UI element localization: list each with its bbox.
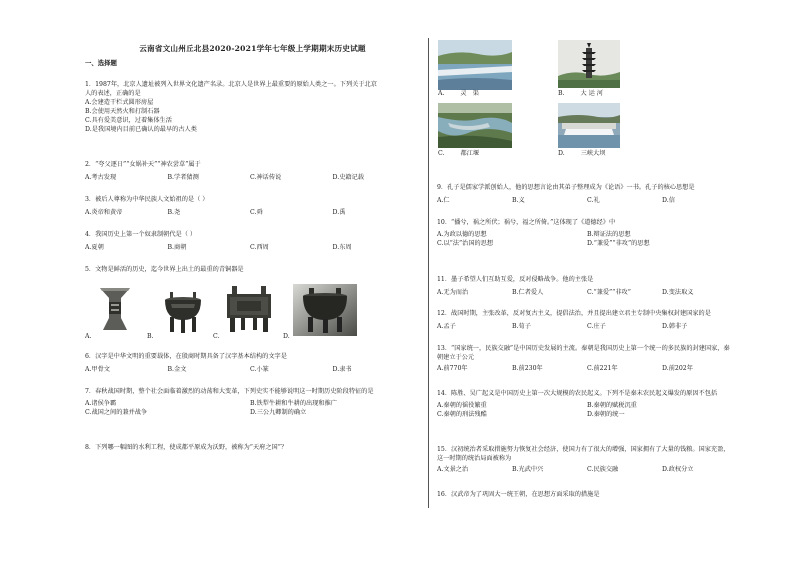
option-a[interactable]: A.孟子 <box>437 322 456 330</box>
option-c: C. <box>213 333 220 341</box>
question-stem-line: 16．汉武帝为了巩固大一统王朝，在思想方面采取的措施是 <box>437 491 600 498</box>
option-b[interactable]: B.会使用天然火和打制石器 <box>85 107 160 115</box>
option-c[interactable]: C.战国之间的兼并战争 <box>85 408 148 416</box>
option-d[interactable]: D.变法取义 <box>662 288 694 296</box>
question-stem-line: 9．孔子是儒家学派创始人，他的思想言论由其弟子整理成为《论语》一书。孔子的核心思想是 <box>437 184 695 191</box>
question-10 <box>437 219 737 249</box>
question-3 <box>85 196 415 218</box>
options-row <box>85 244 415 253</box>
options-row <box>437 197 737 206</box>
options-grid <box>437 231 737 249</box>
option-c[interactable]: C.神话传说 <box>250 173 282 181</box>
question-9 <box>437 184 737 206</box>
option-d[interactable]: D.东周 <box>332 243 352 251</box>
dam-photo-icon <box>558 103 620 148</box>
page-title: 云南省文山州丘北县2020-2021学年七年级上学期期末历史试题 <box>139 44 366 53</box>
option-c[interactable]: C.舜 <box>250 208 263 216</box>
question-stem-line: 11．墨子希望人们互助互爱，反对侵略战争。他的主张是 <box>437 276 594 283</box>
options-row <box>437 466 737 475</box>
option-c[interactable]: C.“兼爱”“非攻” <box>587 288 631 296</box>
option-b[interactable]: B.仁者爱人 <box>512 288 544 296</box>
column-divider <box>428 38 429 508</box>
canal-photo-icon <box>438 40 512 90</box>
question-16 <box>437 491 737 500</box>
pagoda-photo-icon <box>558 40 620 88</box>
option-c[interactable]: C.以“法”治国的思想 <box>437 239 494 247</box>
options-grid <box>85 400 415 418</box>
option-a[interactable]: A.为政以德的思想 <box>437 230 487 238</box>
option-b[interactable]: B.学者猜测 <box>167 173 199 181</box>
right-column <box>432 0 732 562</box>
bronze-goblet-icon <box>97 284 133 334</box>
question-6 <box>85 353 415 375</box>
photo-label-c: C. 都江堰 <box>438 150 480 157</box>
option-b[interactable]: B.尧 <box>167 208 181 216</box>
question-stem-line: 15．汉初统治者采取措施努力恢复社会经济，使国力有了很大的增强，国家拥有了大量的钱粮。国家充盈， <box>437 446 730 453</box>
option-a[interactable]: A.会建造干栏式圆形房屋 <box>85 98 154 106</box>
square-cauldron-icon <box>223 286 275 336</box>
photo-dujiangyan[interactable] <box>438 103 512 148</box>
options-row <box>85 366 415 375</box>
option-b: B. <box>147 333 154 341</box>
option-c[interactable]: C.小篆 <box>250 365 269 373</box>
question-stem-line: 13．“国家统一，民族交融”是中国历史发展的主流。秦朝是我国历史上第一个统一的多民族的封建国家，秦 <box>437 345 730 352</box>
option-b-image[interactable] <box>147 284 211 342</box>
option-d[interactable]: D.韩非子 <box>662 322 688 330</box>
option-b[interactable]: B.义 <box>512 196 525 204</box>
option-d: D. <box>283 333 290 341</box>
photo-label-a: A. 灵 渠 <box>438 90 479 97</box>
question-7 <box>85 388 415 418</box>
photo-label-b: B. 大 运 河 <box>558 90 603 97</box>
option-d[interactable]: D.前202年 <box>662 364 693 372</box>
option-a-image[interactable] <box>85 284 145 342</box>
options-row <box>437 365 737 374</box>
question-stem-line: 人的表述，正确的是 <box>85 89 141 97</box>
option-a[interactable]: A.炎帝和黄帝 <box>85 208 123 216</box>
question-8 <box>85 444 415 453</box>
option-a[interactable]: A.秦朝的徭役繁重 <box>437 401 487 409</box>
question-2 <box>85 161 415 183</box>
option-d[interactable]: D.秦朝的统一 <box>587 410 625 418</box>
round-cauldron-icon <box>161 290 205 334</box>
option-a[interactable]: A.诸侯争霸 <box>85 399 117 407</box>
photo-label-d: D. 三峡大坝 <box>558 150 606 157</box>
option-b[interactable]: B.光武中兴 <box>512 465 544 473</box>
option-b[interactable]: B.秦朝的赋税沉重 <box>587 401 637 409</box>
option-c[interactable]: C.民族交融 <box>587 465 619 473</box>
options-grid <box>437 402 737 420</box>
options-row <box>437 323 737 332</box>
question-12 <box>437 310 737 332</box>
option-d[interactable]: D.史籍记载 <box>332 173 364 181</box>
option-c[interactable]: C.庄子 <box>587 322 606 330</box>
photo-lingqu[interactable] <box>438 40 512 90</box>
option-c[interactable]: C.前221年 <box>587 364 618 372</box>
option-d[interactable]: D.“兼爱”“非攻”的思想 <box>587 239 650 247</box>
photo-three-gorges[interactable] <box>558 103 620 148</box>
option-d[interactable]: D.政权分立 <box>662 465 694 473</box>
section-heading: 一、选择题 <box>85 59 117 67</box>
options-row <box>437 289 737 298</box>
option-c[interactable]: C.西周 <box>250 243 269 251</box>
question-stem-line: 4．我国历史上第一个奴隶制朝代是（ ） <box>85 231 197 238</box>
option-b[interactable]: B.金文 <box>167 365 187 373</box>
question-stem-line: 2．“夸父逐日”“女娲补天”“神农尝草”属于 <box>85 161 201 168</box>
option-c[interactable]: C.礼 <box>587 196 600 204</box>
option-a[interactable]: A.无为而治 <box>437 288 469 296</box>
option-c[interactable]: C.秦朝的刑法残酷 <box>437 410 487 418</box>
option-d[interactable]: D.信 <box>662 196 675 204</box>
question-5 <box>85 266 415 275</box>
option-c-image[interactable] <box>213 284 281 342</box>
option-a[interactable]: A.文景之治 <box>437 465 469 473</box>
question-stem-line: 12．战国时期，主张改革，反对复古主义，提倡法治，并且提出建立君主专制中央集权封建国家的是 <box>437 310 711 317</box>
question-1 <box>85 81 415 135</box>
option-a[interactable]: A.考古发现 <box>85 173 117 181</box>
option-b[interactable]: B.商朝 <box>167 243 187 251</box>
question-stem-line: 14．陈胜、吴广起义是中国历史上第一次大规模的农民起义。下列不是秦末农民起义爆发的原因不包括 <box>437 390 718 397</box>
option-d[interactable]: D.是我国境内目前已确认的最早的古人类 <box>85 125 197 133</box>
option-c[interactable]: C.具有爱美意识，过着集体生活 <box>85 116 172 124</box>
option-a[interactable]: A.甲骨文 <box>85 365 110 373</box>
option-d-image[interactable] <box>283 284 363 342</box>
option-a[interactable]: A.夏朝 <box>85 243 104 251</box>
question-stem-line: 朝建立于公元 <box>437 353 475 361</box>
bronze-vessel-options <box>85 284 420 342</box>
option-d[interactable]: D.隶书 <box>332 365 352 373</box>
option-a[interactable]: A.仁 <box>437 196 450 204</box>
option-d[interactable]: D.禹 <box>332 208 346 216</box>
option-a: A. <box>85 333 92 341</box>
question-stem-line: 这一时期的统治局面被称为 <box>437 454 512 462</box>
question-stem-line: 8．下列哪一幅图的水利工程，使成都平原成为沃野，被称为“天府之国”？ <box>85 444 288 451</box>
question-stem-line: 3．被后人尊称为中华民族人文始祖的是（ ） <box>85 196 209 203</box>
question-15 <box>437 446 737 475</box>
question-stem-line: 1．1987年，北京人遗址被列入世界文化遗产名录。北京人是世界上最重要的原始人类之一。下列关于北京 <box>85 81 377 88</box>
large-ding-icon <box>293 284 357 336</box>
question-11 <box>437 276 737 298</box>
options-row <box>85 209 415 218</box>
left-column <box>85 0 420 562</box>
options-row <box>85 174 415 183</box>
question-stem-line: 10．“播兮，祸之所伏；祸兮，福之所倚。”这体现了《道德经》中 <box>437 219 616 226</box>
question-14 <box>437 390 737 420</box>
option-b[interactable]: B.前230年 <box>512 364 543 372</box>
question-stem-line: 6．汉字是中华文明的重要载体，在殷商时期具备了汉字基本结构的文字是 <box>85 353 287 360</box>
dujiangyan-photo-icon <box>438 103 512 148</box>
photo-grand-canal[interactable] <box>558 40 620 88</box>
question-4 <box>85 231 415 253</box>
option-b[interactable]: B.铁犁牛耕和牛耕的出现和推广 <box>250 399 337 407</box>
option-b[interactable]: B.荀子 <box>512 322 531 330</box>
option-b[interactable]: B.辩证法的思想 <box>587 230 631 238</box>
question-stem-line: 7．春秋战国时期，整个社会面临着激烈的动荡和大变革，下列史实不能够说明这一时期历史阶段特征的是 <box>85 388 374 395</box>
option-a[interactable]: A.前770年 <box>437 364 468 372</box>
question-stem-line: 5．文物是鲜活的历史，迄今世界上出土的最重的青铜器是 <box>85 266 244 273</box>
option-d[interactable]: D.三公九卿制的确立 <box>250 408 307 416</box>
question-13 <box>437 345 737 374</box>
